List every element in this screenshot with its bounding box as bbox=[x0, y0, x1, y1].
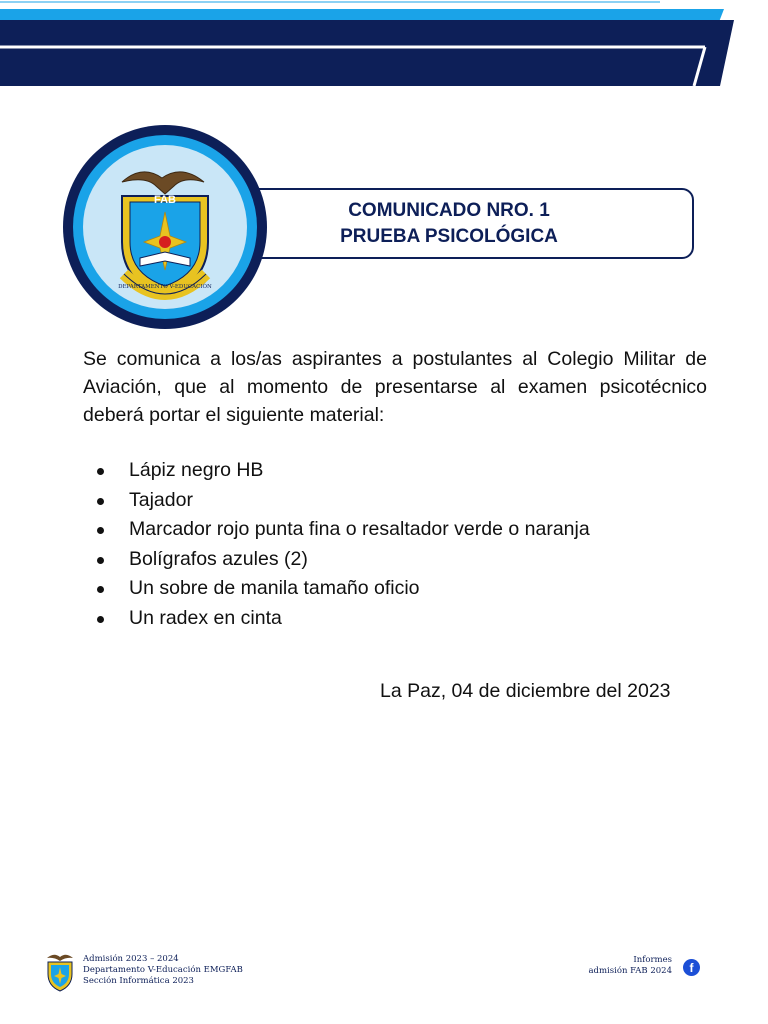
date-line: La Paz, 04 de diciembre del 2023 bbox=[380, 680, 671, 702]
list-item: Lápiz negro HB bbox=[83, 456, 683, 486]
title-line-2: PRUEBA PSICOLÓGICA bbox=[340, 226, 558, 247]
materials-list bbox=[83, 456, 683, 633]
bullet-icon bbox=[97, 586, 104, 593]
title-line-1: COMUNICADO NRO. 1 bbox=[348, 200, 550, 221]
footer-left bbox=[44, 952, 284, 994]
intro-paragraph: Se comunica a los/as aspirantes a postulantes al Colegio Militar de Aviación, que al momento de presentarse al examen psicotécnico deberá portar el siguiente material: bbox=[83, 348, 707, 426]
bullet-icon bbox=[97, 557, 104, 564]
list-item: Tajador bbox=[83, 486, 683, 516]
footer-right-text: Informes admisión FAB 2024 bbox=[588, 955, 672, 976]
page-title bbox=[206, 198, 692, 250]
emblem-motto: DEPARTAMENTO V-EDUCACIÓN bbox=[118, 284, 212, 290]
list-item: Marcador rojo punta fina o resaltador verde o naranja bbox=[83, 515, 683, 545]
bullet-icon bbox=[97, 527, 104, 534]
header-banner bbox=[0, 0, 768, 100]
list-item: Un sobre de manila tamaño oficio bbox=[83, 574, 683, 604]
bullet-icon bbox=[97, 468, 104, 475]
emblem-label: FAB bbox=[154, 194, 176, 206]
facebook-icon[interactable]: f bbox=[683, 959, 700, 976]
bullet-icon bbox=[97, 616, 104, 623]
fab-logo-icon bbox=[44, 952, 76, 992]
list-item: Un radex en cinta bbox=[83, 604, 683, 634]
footer-left-text: Admisión 2023 – 2024 Departamento V-Educación EMGFAB Sección Informática 2023 bbox=[83, 954, 243, 986]
list-item: Bolígrafos azules (2) bbox=[83, 545, 683, 575]
bullet-icon bbox=[97, 498, 104, 505]
